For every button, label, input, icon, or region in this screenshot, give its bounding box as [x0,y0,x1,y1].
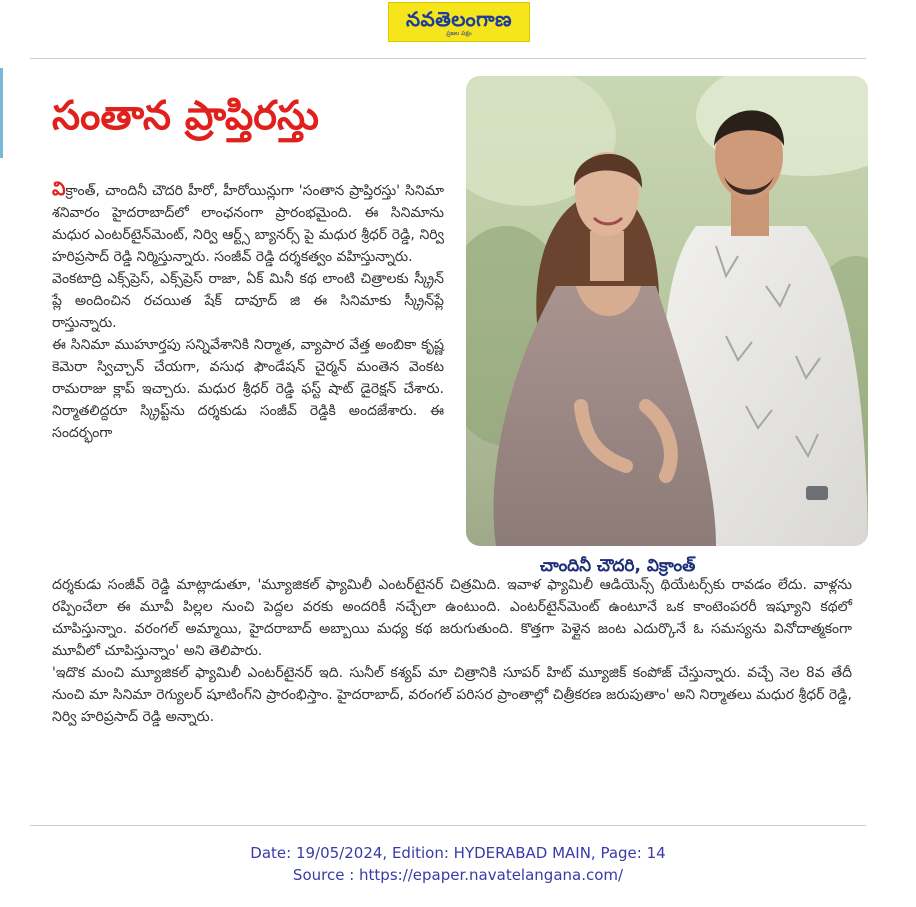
edition-info: Date: 19/05/2024, Edition: HYDERABAD MAIN, Page: 14 [250,844,666,862]
top-divider [30,58,866,59]
article-headline: సంతాన ప్రాప్తిరస్తు [52,93,319,139]
article-wide-text [52,574,852,728]
source-link[interactable]: Source : https://epaper.navatelangana.com/ [292,866,624,884]
body-paragraph: దర్శకుడు సంజీవ్ రెడ్డి మాట్లాడుతూ, 'మ్యూజికల్ ఫ్యామిలీ ఎంటర్‌టైనర్ చిత్రమిది. ఇవాళ ఫ్యామిలీ ఆడియెన్స్ థియేటర్స్‌కు రావడం లేదు. వాళ్లను రప్పించేలా ఈ మూవీ పిల్లల నుంచి పెద్దల వరకు అందరికీ నచ్చేలా ఉంటుంది. ఎంటర్‌టైన్‌మెంట్ ఉంటూనే ఒక కాంటెంపరరీ ఇష్యూని కథలో చూపిస్తున్నాం. వరంగల్ అమ్మాయి, హైదరాబాద్ అబ్బాయి మధ్య కథ జరుగుతుంది. కొత్తగా పెళ్లైన జంట ఎదుర్కొనే ఓ సమస్యను వినోదాత్మకంగా మూవీలో చూపిస్తున్నాం' అని తెలిపారు. [52,577,852,659]
body-paragraph: 'ఇదొక మంచి మ్యూజికల్ ఫ్యామిలీ ఎంటర్‌టైనర్ ఇది. సునీల్ కశ్యప్ మా చిత్రానికి సూపర్ హిట్ మ్యూజిక్ కంపోజ్ చేస్తున్నారు. వచ్చే నెల 8వ తేదీ నుంచి మా సినిమా రెగ్యులర్ షూటింగ్‌ని ప్రారంభిస్తాం. హైదరాబాద్, వరంగల్ పరిసర ప్రాంతాల్లో చిత్రీకరణ జరుపుతాం' అని నిర్మాతలు మధుర శ్రీధర్ రెడ్డి, నిర్వి హరిప్రసాద్ రెడ్డి అన్నారు. [52,665,852,725]
left-edge-bar [0,68,3,158]
masthead-logo [388,2,530,42]
lead-paragraph-text: క్రాంత్, చాందినీ చౌదరి హీరో, హీరోయిన్లుగా 'సంతాన ప్రాప్తిరస్తు' సినిమా శనివారం హైదరాబాద్‌లో లాంఛనంగా ప్రారంభమైంది. ఈ సినిమాను మధుర ఎంటర్‌టైన్‌మెంట్, నిర్వి ఆర్ట్స్ బ్యానర్స్ పై మధుర శ్రీధర్ రెడ్డి, నిర్వి హరిప్రసాద్ రెడ్డి నిర్మిస్తున్నారు. సంజీవ్ రెడ్డి దర్శకత్వం వహిస్తున్నారు. [52,183,444,265]
body-paragraph: వెంకటాద్రి ఎక్స్‌ప్రెస్, ఎక్స్‌ప్రెస్ రాజా, ఏక్ మినీ కథ లాంటి చిత్రాలకు స్క్రీన్ ప్లే అందించిన రచయిత షేక్ దావూద్ జి ఈ సినిమాకు స్క్రీన్‌ప్లే రాస్తున్నారు. [52,271,444,331]
bottom-divider [30,825,866,826]
newspaper-tagline: ప్రజల పక్షం [446,29,472,37]
body-paragraph: ఈ సినిమా ముహూర్తపు సన్నివేశానికి నిర్మాత, వ్యాపార వేత్త అంబికా కృష్ణ కెమెరా స్విచ్చాన్ చేయగా, వసుధ ఫౌండేషన్ చైర్మన్ మంతెన వెంకట రామరాజు క్లాప్ ఇచ్చారు. మధుర శ్రీధర్ రెడ్డి ఫస్ట్ షాట్ డైరెక్షన్ చేశారు. నిర్మాతలిద్దరూ స్క్రిప్ట్‌ను దర్శకుడు సంజీవ్ రెడ్డికి అందజేశారు. ఈ సందర్భంగా [52,337,444,441]
epaper-footer [0,842,916,886]
newspaper-logo-text: నవతెలంగాణ [405,6,513,31]
article-column-text [52,178,444,444]
lead-paragraph [52,178,444,268]
photo-caption: చాందినీ చౌదరి, విక్రాంత్ [540,556,696,576]
drop-cap: వి [52,178,66,200]
article-photo [466,76,868,546]
